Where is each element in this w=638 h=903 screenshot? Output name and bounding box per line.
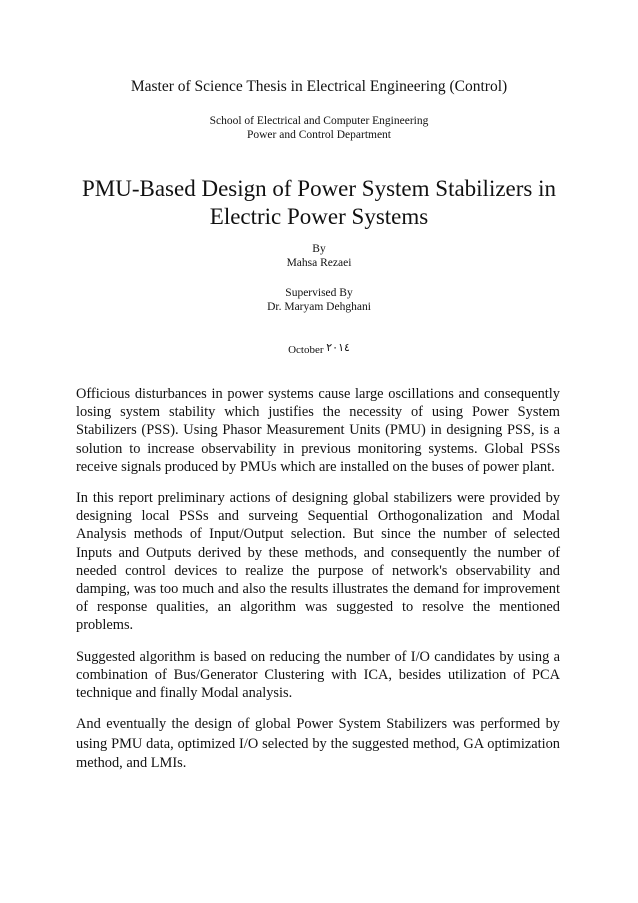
supervisor-name: Dr. Maryam Dehghani bbox=[267, 301, 371, 313]
date-month: October bbox=[288, 344, 324, 356]
thesis-title bbox=[0, 175, 638, 231]
abstract bbox=[76, 385, 560, 787]
thesis-title-line-2: Electric Power Systems bbox=[209, 204, 429, 229]
author-block bbox=[0, 242, 638, 314]
supervised-by-label: Supervised By bbox=[285, 287, 353, 299]
thesis-date bbox=[0, 341, 638, 356]
abstract-paragraph-1: Officious disturbances in power systems cause large oscillations and consequently losing system stability which justifies the necessity of using Power System Stabilizers (PSS). Using Phasor Measurement Units (PMU) in designing PSS, is a solution to increase observability in previous monitoring systems. Global PSSs receive signals produced by PMUs which are installed on the buses of power plant. bbox=[76, 386, 560, 475]
abstract-paragraph-3: Suggested algorithm is based on reducing the number of I/O candidates by using a combination of Bus/Generator Clustering with ICA, besides utilization of PCA technique and finally Modal analysis. bbox=[76, 648, 560, 702]
by-label: By bbox=[312, 243, 326, 255]
school-info bbox=[0, 114, 638, 142]
author-name: Mahsa Rezaei bbox=[286, 257, 352, 269]
abstract-paragraph-4: And eventually the design of global Power System Stabilizers was performed by using PMU data, optimized I/O selected by the suggested method, GA optimization method, and LMIs. bbox=[76, 716, 560, 772]
date-year: ۲۰۱٤ bbox=[326, 341, 350, 354]
thesis-title-line-1: PMU-Based Design of Power System Stabilizers in bbox=[81, 176, 556, 201]
abstract-paragraph-2: In this report preliminary actions of designing global stabilizers were provided by designing local PSSs and surveing Sequential Orthogonalization and Modal Analysis methods of Input/Output selection. But since the number of selected Inputs and Outputs derived by these methods, and consequently the number of needed control devices to realize the purpose of network's observability and damping, was too much and also the results illustrates the demand for improvement of response qualities, an algorithm was suggested to resolve the mentioned problems. bbox=[76, 490, 560, 634]
department-name: Power and Control Department bbox=[246, 129, 392, 141]
degree-line: Master of Science Thesis in Electrical Engineering (Control) bbox=[130, 78, 508, 95]
school-name: School of Electrical and Computer Engineering bbox=[209, 115, 429, 127]
